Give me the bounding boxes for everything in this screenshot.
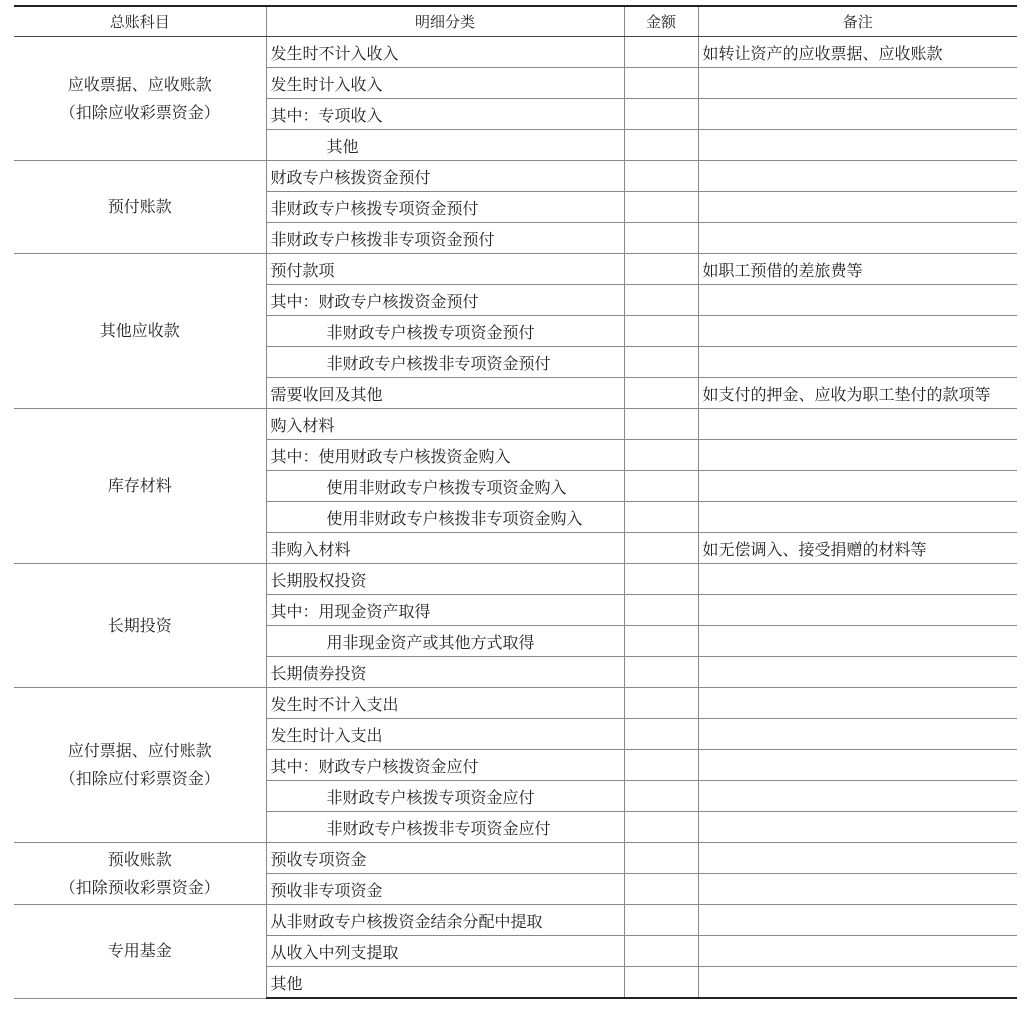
detail-cell: 使用非财政专户核拨专项资金购入 [266, 471, 624, 502]
amount-cell [624, 719, 698, 750]
table-row [14, 843, 1017, 874]
table-row [14, 564, 1017, 595]
account-table [14, 5, 1017, 999]
detail-cell: 其中：财政专户核拨资金应付 [266, 750, 624, 781]
detail-cell: 用非现金资产或其他方式取得 [266, 626, 624, 657]
amount-cell [624, 967, 698, 999]
detail-cell: 财政专户核拨资金预付 [266, 161, 624, 192]
amount-cell [624, 192, 698, 223]
table-row [14, 254, 1017, 285]
detail-cell: 非财政专户核拨专项资金预付 [266, 316, 624, 347]
detail-cell: 非财政专户核拨非专项资金预付 [266, 347, 624, 378]
detail-cell: 预付款项 [266, 254, 624, 285]
detail-cell: 购入材料 [266, 409, 624, 440]
detail-cell: 发生时计入支出 [266, 719, 624, 750]
amount-cell [624, 254, 698, 285]
detail-cell: 其中：专项收入 [266, 99, 624, 130]
amount-cell [624, 502, 698, 533]
remark-cell [698, 161, 1017, 192]
remark-cell [698, 502, 1017, 533]
table-row [14, 161, 1017, 192]
amount-cell [624, 409, 698, 440]
detail-cell: 预收非专项资金 [266, 874, 624, 905]
detail-cell: 发生时不计入收入 [266, 37, 624, 68]
remark-cell [698, 440, 1017, 471]
account-cell [14, 254, 266, 409]
remark-cell [698, 347, 1017, 378]
detail-cell: 其中：使用财政专户核拨资金购入 [266, 440, 624, 471]
detail-cell: 非财政专户核拨非专项资金应付 [266, 812, 624, 843]
detail-cell: 长期债券投资 [266, 657, 624, 688]
amount-cell [624, 378, 698, 409]
remark-cell [698, 223, 1017, 254]
amount-cell [624, 812, 698, 843]
amount-cell [624, 595, 698, 626]
table-row [14, 688, 1017, 719]
remark-cell [698, 285, 1017, 316]
amount-cell [624, 347, 698, 378]
account-sub: （扣除应收彩票资金） [59, 102, 220, 122]
amount-cell [624, 285, 698, 316]
remark-cell: 如无偿调入、接受捐赠的材料等 [698, 533, 1017, 564]
remark-cell [698, 750, 1017, 781]
remark-cell [698, 874, 1017, 905]
detail-cell: 非财政专户核拨专项资金应付 [266, 781, 624, 812]
account-name: 应收票据、应收账款 [67, 74, 212, 94]
detail-cell: 其中：用现金资产取得 [266, 595, 624, 626]
amount-cell [624, 316, 698, 347]
remark-cell [698, 967, 1017, 999]
amount-cell [624, 750, 698, 781]
remark-cell [698, 192, 1017, 223]
remark-cell [698, 812, 1017, 843]
amount-cell [624, 440, 698, 471]
detail-cell: 发生时计入收入 [266, 68, 624, 99]
remark-cell [698, 936, 1017, 967]
amount-cell [624, 533, 698, 564]
amount-cell [624, 564, 698, 595]
amount-cell [624, 843, 698, 874]
detail-cell: 非购入材料 [266, 533, 624, 564]
amount-cell [624, 223, 698, 254]
remark-cell [698, 130, 1017, 161]
account-name: 专用基金 [107, 941, 172, 961]
detail-cell: 其他 [266, 130, 624, 161]
detail-cell: 预收专项资金 [266, 843, 624, 874]
table-wrapper [14, 5, 1017, 999]
header-remark: 备注 [698, 6, 1017, 37]
remark-cell [698, 595, 1017, 626]
remark-cell [698, 688, 1017, 719]
amount-cell [624, 657, 698, 688]
account-cell [14, 161, 266, 254]
remark-cell [698, 471, 1017, 502]
detail-cell: 从非财政专户核拨资金结余分配中提取 [266, 905, 624, 936]
table-row [14, 37, 1017, 68]
amount-cell [624, 905, 698, 936]
detail-cell: 长期股权投资 [266, 564, 624, 595]
account-cell [14, 843, 266, 905]
account-name: 预付账款 [107, 197, 172, 216]
amount-cell [624, 68, 698, 99]
detail-cell: 使用非财政专户核拨非专项资金购入 [266, 502, 624, 533]
remark-cell: 如职工预借的差旅费等 [698, 254, 1017, 285]
header-detail: 明细分类 [266, 6, 624, 37]
detail-cell: 其中：财政专户核拨资金预付 [266, 285, 624, 316]
remark-cell [698, 99, 1017, 130]
amount-cell [624, 936, 698, 967]
account-cell [14, 37, 266, 161]
account-cell [14, 905, 266, 999]
remark-cell [698, 719, 1017, 750]
account-name: 预收账款 [107, 849, 172, 869]
amount-cell [624, 37, 698, 68]
remark-cell [698, 409, 1017, 440]
detail-cell: 非财政专户核拨专项资金预付 [266, 192, 624, 223]
amount-cell [624, 161, 698, 192]
account-name: 其他应收款 [99, 321, 180, 340]
remark-cell [698, 564, 1017, 595]
amount-cell [624, 688, 698, 719]
amount-cell [624, 781, 698, 812]
account-cell [14, 688, 266, 843]
account-cell [14, 409, 266, 564]
table-row [14, 905, 1017, 936]
account-sub: （扣除应付彩票资金） [59, 769, 220, 788]
account-name: 库存材料 [107, 476, 172, 495]
amount-cell [624, 874, 698, 905]
remark-cell [698, 68, 1017, 99]
remark-cell [698, 843, 1017, 874]
account-name: 应付票据、应付账款 [67, 741, 212, 760]
detail-cell: 需要收回及其他 [266, 378, 624, 409]
remark-cell [698, 316, 1017, 347]
remark-cell: 如支付的押金、应收为职工垫付的款项等 [698, 378, 1017, 409]
remark-cell [698, 905, 1017, 936]
account-sub: （扣除预收彩票资金） [59, 877, 220, 897]
detail-cell: 发生时不计入支出 [266, 688, 624, 719]
header-row [14, 6, 1017, 37]
amount-cell [624, 626, 698, 657]
table-row [14, 409, 1017, 440]
account-name: 长期投资 [107, 615, 172, 635]
amount-cell [624, 471, 698, 502]
amount-cell [624, 99, 698, 130]
remark-cell [698, 626, 1017, 657]
remark-cell [698, 657, 1017, 688]
remark-cell [698, 781, 1017, 812]
detail-cell: 非财政专户核拨非专项资金预付 [266, 223, 624, 254]
detail-cell: 其他 [266, 967, 624, 999]
detail-cell: 从收入中列支提取 [266, 936, 624, 967]
amount-cell [624, 130, 698, 161]
account-cell [14, 564, 266, 688]
header-account: 总账科目 [14, 6, 266, 37]
remark-cell: 如转让资产的应收票据、应收账款 [698, 37, 1017, 68]
header-amount: 金额 [624, 6, 698, 37]
